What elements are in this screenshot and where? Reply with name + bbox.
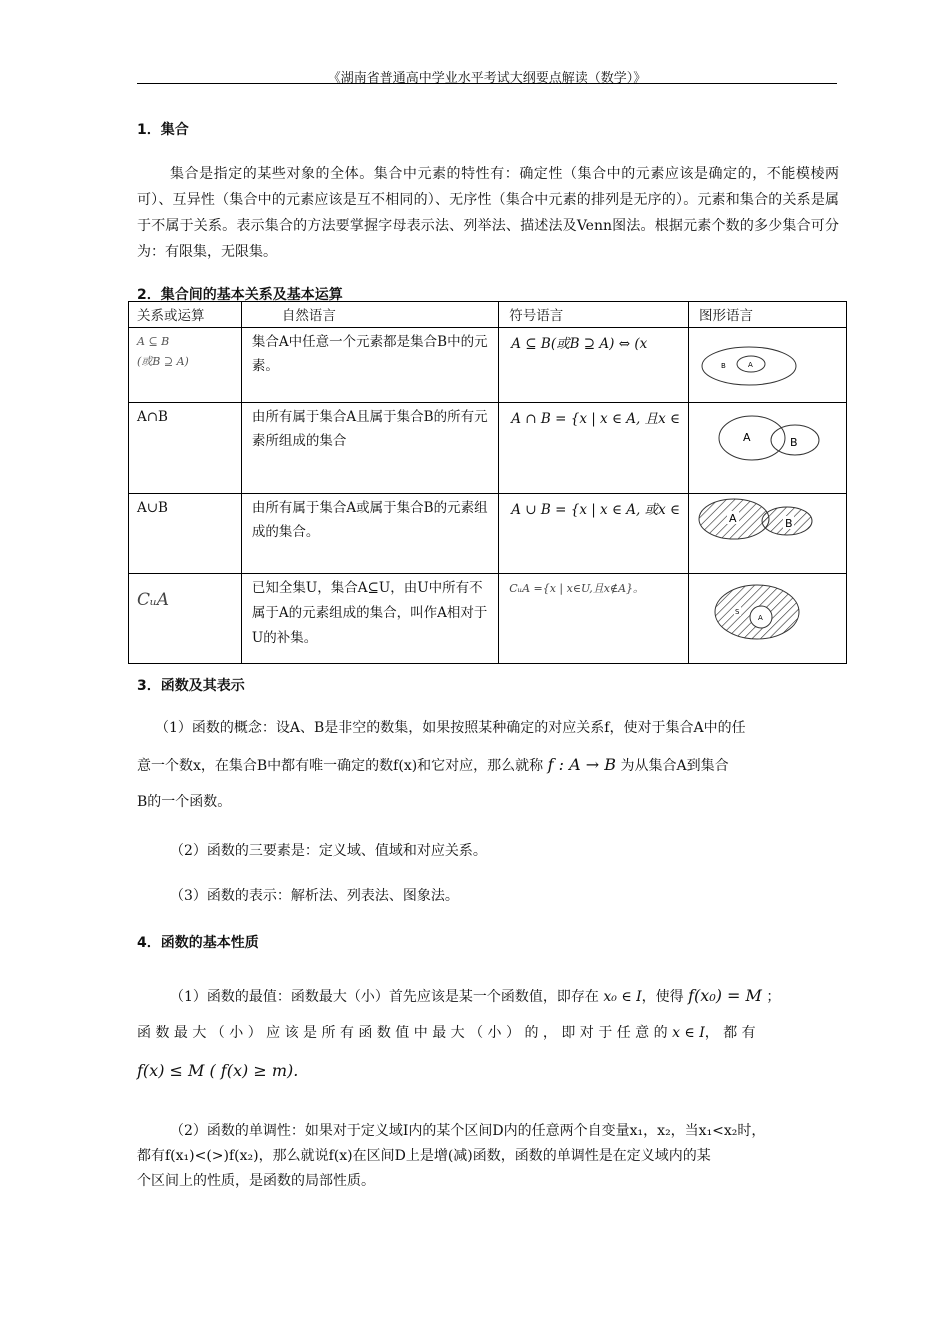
venn-label-b: B (789, 436, 798, 449)
op-cell: A∪B (129, 494, 242, 574)
section-4-title: 4．函数的基本性质 (137, 935, 259, 951)
section-1-body: 集合是指定的某些对象的全体。集合中元素的特性有：确定性（集合中的元素应该是确定的，不能模棱两可）、互异性（集合中的元素应该是互不相同的）、无序性（集合中元素的排列是无序的）。元素和集合的关系是属于不属于关系。表示集合的方法要掌握字母表示法、列举法、描述法及Venn图法。根据元素个数的多少集合可分为：有限集，无限集。 (137, 166, 839, 260)
set-operations-table (128, 301, 847, 664)
venn-label-b: B (784, 517, 793, 530)
symbol-cell (499, 328, 689, 403)
header-rule (137, 83, 837, 84)
venn-label-a: A (742, 431, 751, 444)
symbol-text: A ⊆ B(或B ⊇ A) ⇔ (x (511, 336, 648, 352)
venn-cell (688, 494, 846, 574)
venn-label-b: B (720, 362, 726, 370)
math-f-x0-eq-M: f(x₀) = M (688, 986, 762, 1005)
complement-symbol: CᵤA (137, 590, 170, 610)
text-span: ； (766, 989, 781, 1005)
function-mapping: f : A → B (547, 755, 617, 774)
op-cell (129, 328, 242, 403)
text-span: ，使得 (641, 989, 684, 1005)
symbol-cell (499, 403, 689, 494)
venn-subset-diagram (689, 328, 846, 398)
text-span: ， 都 有 (704, 1025, 756, 1041)
venn-label-a: A (747, 361, 753, 369)
venn-intersection-diagram (689, 403, 846, 489)
venn-cell (688, 328, 846, 403)
symbol-text: A ∩ B = {x | x ∈ A, 且x ∈ (511, 411, 680, 427)
page-header: 《湖南省普通高中学业水平考试大纲要点解读（数学）》 (327, 71, 647, 86)
section-4-p1-inequality: f(x) ≤ M ( f(x) ≥ m). (137, 1061, 299, 1080)
math-x0-in-I: x₀ ∈ I (603, 989, 642, 1005)
op-subset: A ⊆ B (137, 335, 170, 348)
section-3-p3: （3）函数的表示：解析法、列表法、图象法。 (170, 888, 459, 904)
natural-cell: 由所有属于集合A且属于集合B的所有元素所组成的集合 (241, 403, 498, 494)
venn-cell (688, 574, 846, 664)
natural-cell: 由所有属于集合A或属于集合B的元素组成的集合。 (241, 494, 498, 574)
section-3-p1-line1: （1）函数的概念：设A、B是非空的数集，如果按照某种确定的对应关系f，使对于集合A中的任 (155, 720, 746, 736)
section-2-title: 2．集合间的基本关系及基本运算 (137, 287, 343, 303)
op-cell (129, 574, 242, 664)
venn-label-a: A (728, 512, 737, 525)
section-4-p2-line3: 个区间上的性质，是函数的局部性质。 (137, 1173, 375, 1189)
section-3-title: 3．函数及其表示 (137, 678, 245, 694)
text-span: 意一个数x，在集合B中都有唯一确定的数f(x)和它对应，那么就称 (137, 758, 544, 774)
venn-cell (688, 403, 846, 494)
table-header-row (129, 302, 847, 328)
section-3-p2: （2）函数的三要素是：定义域、值域和对应关系。 (170, 843, 487, 859)
math-x-in-I: x ∈ I (672, 1025, 705, 1041)
section-4-p1-line1 (170, 983, 840, 1010)
section-3-p1-line2 (137, 752, 842, 779)
natural-cell: 已知全集U，集合A⊆U，由U中所有不属于A的元素组成的集合，叫作A相对于U的补集。 (241, 574, 498, 664)
venn-ellipse-a (719, 416, 785, 460)
natural-cell: 集合A中任意一个元素都是集合B中的元素。 (241, 328, 498, 403)
venn-complement-diagram (689, 574, 846, 659)
table-row (129, 403, 847, 494)
section-3-p1-line3: B的一个函数。 (137, 794, 232, 810)
header-cell: 图形语言 (688, 302, 846, 328)
table-row (129, 574, 847, 664)
section-4-p2-line1: （2）函数的单调性：如果对于定义域I内的某个区间D内的任意两个自变量x₁，x₂，当x₁<x₂时， (170, 1123, 766, 1139)
table-row (129, 328, 847, 403)
section-4-p1-line2 (137, 1020, 842, 1046)
text-span: （1）函数的最值：函数最大（小）首先应该是某一个函数值，即存在 (170, 989, 599, 1005)
section-4-p2-line2: 都有f(x₁)<(>)f(x₂)，那么就说f(x)在区间D上是增(减)函数，函数的单调性是在定义域内的某 (137, 1148, 711, 1164)
header-cell: 关系或运算 (129, 302, 242, 328)
text-span: 函 数 最 大 （ 小 ） 应 该 是 所 有 函 数 值 中 最 大 （ 小 ） 的 ， 即 对 于 任 意 的 (137, 1025, 668, 1041)
op-superset: (或B ⊇ A) (137, 355, 189, 368)
symbol-cell (499, 574, 689, 664)
symbol-text: CᵤA ={x | x∈U,且x∉A}。 (509, 582, 645, 595)
header-cell: 自然语言 (241, 302, 498, 328)
venn-label-a: A (757, 614, 763, 622)
symbol-text: A ∪ B = {x | x ∈ A, 或x ∈ (511, 502, 680, 518)
venn-union-diagram (689, 494, 846, 569)
text-span: 为从集合A到集合 (620, 758, 729, 774)
section-1-title: 1．集合 (137, 122, 189, 138)
table-row (129, 494, 847, 574)
op-cell: A∩B (129, 403, 242, 494)
header-cell: 符号语言 (499, 302, 689, 328)
symbol-cell (499, 494, 689, 574)
venn-label-s: S (734, 608, 740, 616)
